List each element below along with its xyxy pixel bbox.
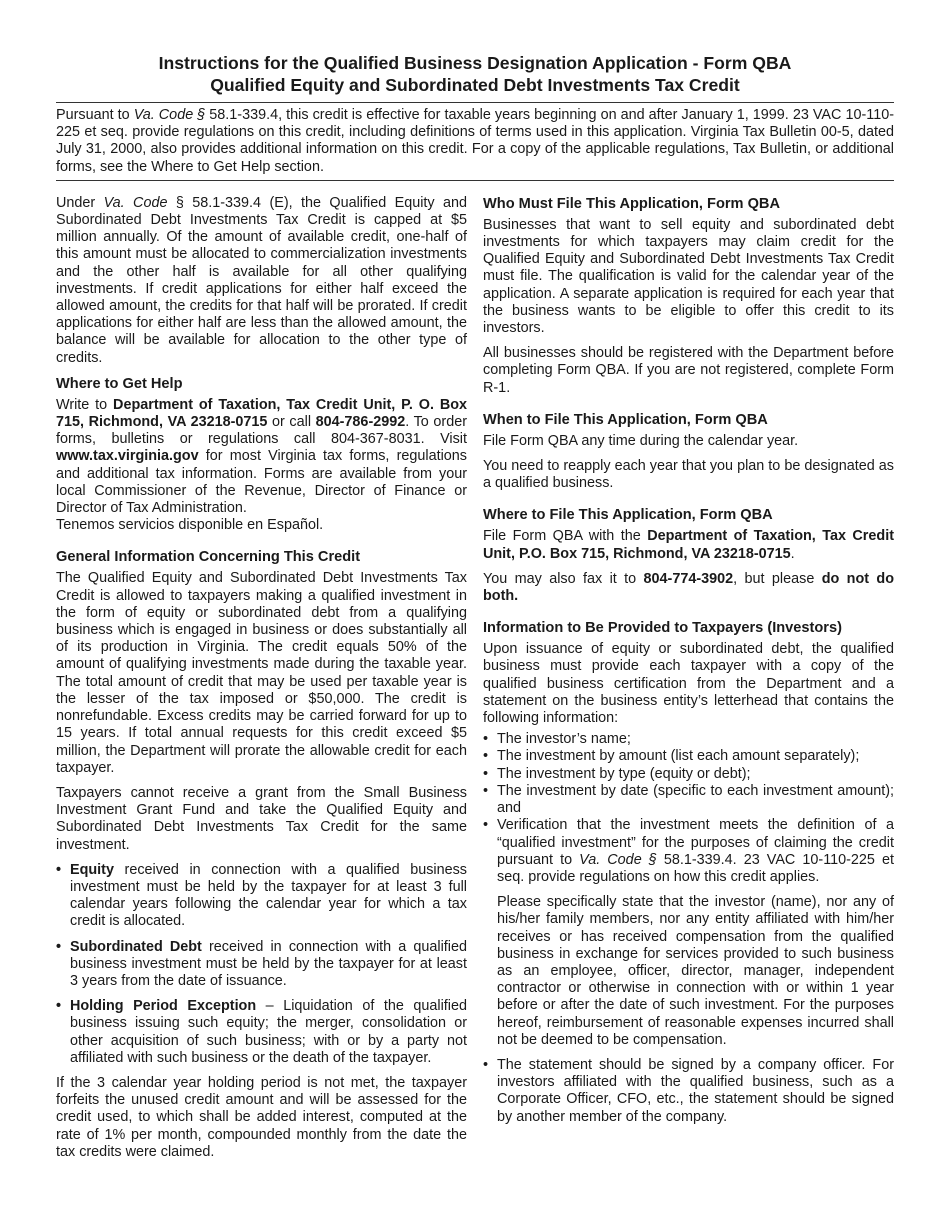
help-dept-address: Department of Taxation, Tax Credit Unit, P. O. Box 715, Richmond, VA 23218-0715 [56, 396, 467, 431]
help-text-d: for most Virginia tax forms, regulations and additional tax information. Forms are available from your local Commissioner of the Revenue, Director of Finance or Director of Tax Administration. [56, 448, 467, 517]
cap-text-a: Under [56, 194, 104, 211]
bullet-term: Subordinated Debt [70, 938, 202, 955]
holding-rules-list [56, 862, 467, 1067]
title-line-2: Qualified Equity and Subordinated Debt Investments Tax Credit [210, 75, 740, 95]
intro-paragraph [56, 103, 894, 180]
who-must-file-section [483, 195, 894, 397]
when-heading: When to File This Application, Form QBA [483, 411, 768, 428]
list-item [56, 939, 467, 991]
general-paragraph-3: If the 3 calendar year holding period is not met, the taxpayer forfeits the unused credit amount and will be assessed for the credit used, to which shall be added interest, computed at the rate of 1% per month, compounded monthly from the date the tax credits were claimed. [56, 1074, 467, 1160]
where-text-b: . [790, 545, 795, 562]
general-heading: General Information Concerning This Credit [56, 549, 361, 566]
compensation-statement: Please specifically state that the investor (name), nor any of his/her family members, nor any entity affiliated with him/her receives or has received compensation from the qualified business in exchange for services provided to such business as an employee, officer, director, manager, independent contractor or otherwise in connection with or within 1 year before or after the date of such investment. For the purposes hereof, reimbursement of reasonable expenses incurred shall not be deemed to be compensation. [497, 894, 894, 1048]
info-paragraph: Upon issuance of equity or subordinated debt, the qualified business must provide each taxpayer with a copy of the qualified business certification from the Department and a statement on the business entity’s letterhead that contains the following information: [483, 641, 894, 727]
investor-info-section [483, 619, 894, 1125]
spanish-note: Tenemos servicios disponible en Español. [56, 517, 324, 534]
two-column-body [56, 195, 894, 1169]
list-item [56, 862, 467, 931]
list-item: • The investor’s name; [483, 731, 894, 748]
list-item [56, 998, 467, 1067]
bullet-term: Holding Period Exception [70, 998, 257, 1015]
credit-cap-paragraph [56, 195, 467, 367]
intro-bottom-rule [56, 180, 894, 181]
list-item: • The investment by type (equity or debt); [483, 766, 894, 783]
intro-text-a: Pursuant to [56, 107, 134, 123]
help-text-b: or call [267, 414, 316, 431]
help-text-c: . To order forms, bulletins or regulations call 804-367-8031. Visit [56, 414, 467, 448]
verif-text-a: Verification that the investment meets the definition of a “qualified investment” for the purposes of claiming the credit pursuant to [497, 817, 894, 868]
fax-number: 804-774-3902 [643, 570, 734, 587]
intro-code-ref: Va. Code § [133, 107, 206, 123]
general-paragraph-2: Taxpayers cannot receive a grant from the Small Business Investment Grant Fund and take the Qualified Equity and Subordinated Debt Investments Tax Credit for the same investment. [56, 784, 467, 853]
help-website: www.tax.virginia.gov [56, 448, 199, 465]
help-paragraph [56, 397, 467, 517]
help-heading: Where to Get Help [56, 375, 183, 392]
bullet-text: received in connection with a qualified business investment must be held by the taxpayer for at least 3 full calendar years following the calendar year for which a tax credit is allocated. [70, 861, 467, 930]
who-paragraph-1: Businesses that want to sell equity and subordinated debt investments for which taxpayers may claim credit for the Qualified Equity and Subordinated Debt Investments Tax Credit must file. The qualification is valid for the calendar year of the application. A separate application is required for each year that the business wants to be eligible to offer this credit to its investors. [483, 216, 894, 337]
where-to-file-section [483, 506, 894, 605]
when-paragraph-1: File Form QBA any time during the calendar year. [483, 432, 799, 449]
list-item: • The investment by date (specific to each investment amount); and [483, 783, 894, 817]
when-paragraph-2: You need to reapply each year that you plan to be designated as a qualified business. [483, 458, 894, 492]
help-text-a: Write to [56, 396, 114, 413]
when-to-file-section [483, 411, 894, 493]
document-title [56, 0, 894, 96]
left-column [56, 195, 467, 1169]
list-item: • The statement should be signed by a company officer. For investors affiliated with the qualified business, such as a Corporate Officer, CFO, etc., the statement should be signed by another member of the company. [483, 1057, 894, 1126]
cap-code-ref: Va. Code [103, 194, 168, 211]
general-paragraph-1: The Qualified Equity and Subordinated Debt Investments Tax Credit is allowed to taxpayers making a qualified investment in the form of equity or subordinated debt from a qualifying business which is engaged in business or does substantially all of its production in Virginia. The credit equals 50% of the amount of qualifying investments made during the taxable year. The total amount of credit that may be used per taxable year is the lesser of the tax imposed or $50,000. The credit is nonrefundable. Excess credits may be carried forward for up to 15 years. If total annual requests for this credit exceed $5 million, the Department will prorate the allowable credit for each taxpayer. [56, 570, 467, 776]
info-heading: Information to Be Provided to Taxpayers (Investors) [483, 620, 842, 637]
where-to-get-help-section [56, 375, 467, 535]
who-heading: Who Must File This Application, Form QBA [483, 195, 780, 212]
right-column [483, 195, 894, 1169]
where-heading: Where to File This Application, Form QBA [483, 507, 773, 524]
signature-list [483, 1057, 894, 1126]
cap-text-b: § 58.1-339.4 (E), the Qualified Equity and Subordinated Debt Investments Tax Credit is capped at $5 million annually. Of the amount of available credit, one-half of this amount must be allocated to commercialization investments and the other half is available for all other qualifying investments. If credit applications for either half exceed the allowed amount, the credits for that half will be prorated. If credit applications for either half are less than the allowed amount, the balance will be available for allocation to the other type of credits. [56, 194, 467, 366]
list-item: • The investment by amount (list each amount separately); [483, 748, 894, 765]
intro-text-b: 58.1-339.4, this credit is effective for taxable years beginning on and after January 1, 1999. 23 VAC 10-110-225 et seq. provide regulations on this credit, including definitions of terms used in this application. Virginia Tax Bulletin 00-5, dated July 31, 2000, also provides additional information on this credit. For a copy of the applicable regulations, Tax Bulletin, or additional forms, see the Where to Get Help section. [56, 107, 894, 175]
general-info-section [56, 548, 467, 1161]
fax-warning: do not do both. [483, 570, 894, 605]
fax-paragraph [483, 571, 894, 605]
verif-code-ref: Va. Code § [579, 851, 657, 868]
list-item [483, 817, 894, 886]
bullet-text: – Liquidation of the qualified business issuing such equity; the merger, consolidation or other acquisition of such business; with or by a party not affiliated with such business or the death of the taxpayer. [70, 998, 467, 1066]
investor-info-list [483, 731, 894, 886]
who-paragraph-2: All businesses should be registered with the Department before completing Form QBA. If you are not registered, complete Form R-1. [483, 345, 894, 396]
bullet-term: Equity [70, 861, 114, 878]
where-dept-address: Department of Taxation, Tax Credit Unit, P.O. Box 715, Richmond, VA 23218-0715 [483, 528, 894, 562]
fax-text-a: You may also fax it to [483, 570, 644, 587]
where-text-a: File Form QBA with the [483, 528, 648, 545]
where-paragraph [483, 528, 894, 562]
fax-text-b: , but please [733, 570, 822, 587]
help-phone: 804-786-2992 [315, 414, 406, 431]
bullet-text: received in connection with a qualified business investment must be held by the taxpayer for at least 3 years from the date of issuance. [70, 938, 467, 989]
title-line-1: Instructions for the Qualified Business Designation Application - Form QBA [158, 53, 792, 73]
verif-text-b: 58.1-339.4. 23 VAC 10-110-225 et seq. provide regulations on how this credit applies. [497, 851, 895, 885]
